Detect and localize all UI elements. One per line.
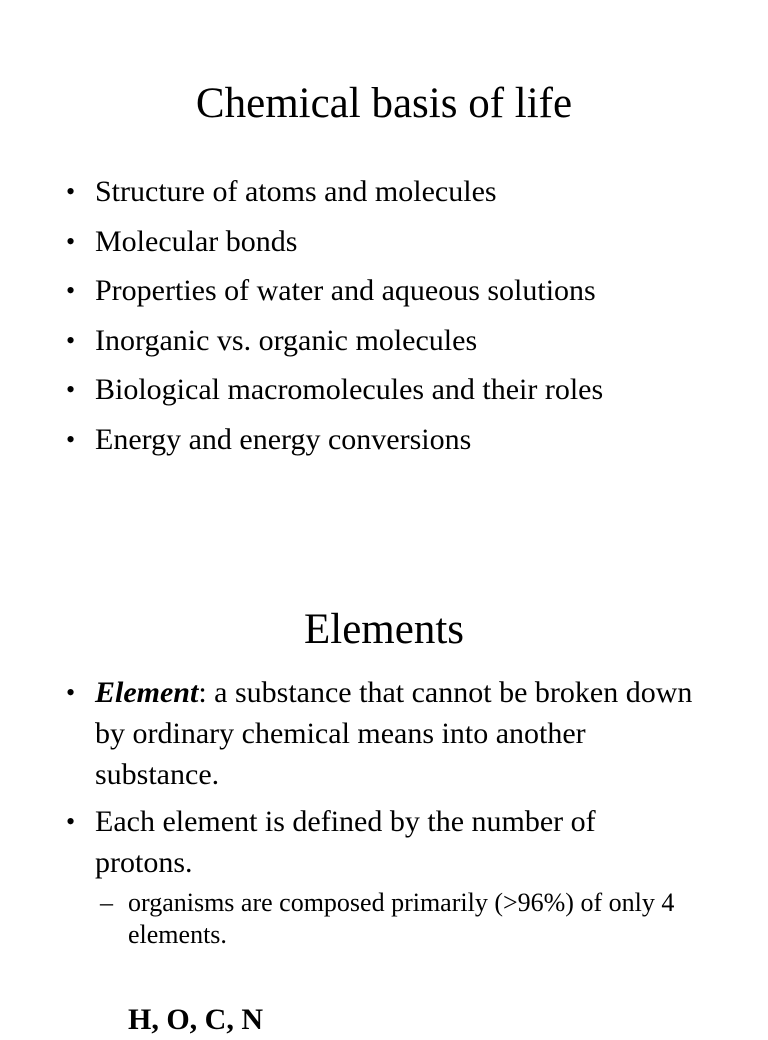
bullet-text: Molecular bonds [95, 224, 298, 258]
slide-title: Chemical basis of life [195, 80, 573, 127]
definition-text: : a substance that cannot be broken down by ordinary chemical means into another substance. [95, 676, 693, 791]
bullet-text: Properties of water and aqueous solutions [95, 274, 596, 308]
bullet-icon: • [66, 678, 76, 707]
bullet-icon: • [66, 226, 76, 256]
sub-bullet-item [0, 887, 768, 951]
bullet-icon: • [66, 177, 76, 206]
bullet-icon: • [66, 375, 76, 405]
bullet-icon: • [66, 276, 76, 306]
bullet-text: Structure of atoms and molecules [95, 175, 497, 208]
slide-elements [0, 512, 768, 1024]
bullet-list [0, 172, 768, 470]
dash-icon: – [100, 888, 113, 917]
bullet-icon: • [66, 424, 76, 454]
sub-bullet-text: organisms are composed primarily (>96%) of only 4 elements. [128, 888, 675, 949]
bullet-item [0, 321, 768, 361]
bullet-text: Inorganic vs. organic molecules [95, 323, 478, 357]
bullet-text: Energy and energy conversions [95, 422, 472, 456]
bullet-item [0, 801, 768, 951]
slide-chemical-basis [0, 0, 768, 512]
bullet-text: Each element is defined by the number of protons. [95, 805, 596, 879]
bullet-list [0, 672, 768, 957]
element-list-cutoff: H, O, C, N [128, 1003, 263, 1036]
bullet-text: Biological macromolecules and their roles [95, 373, 604, 407]
bullet-item [0, 271, 768, 311]
slide-title: Elements [303, 606, 464, 653]
bullet-item [0, 222, 768, 262]
bullet-item [0, 672, 768, 795]
bullet-icon: • [66, 325, 76, 355]
bullet-item [0, 172, 768, 212]
bullet-item [0, 420, 768, 460]
bullet-icon: • [66, 807, 76, 836]
bullet-item [0, 370, 768, 410]
definition-term: Element [95, 676, 199, 709]
